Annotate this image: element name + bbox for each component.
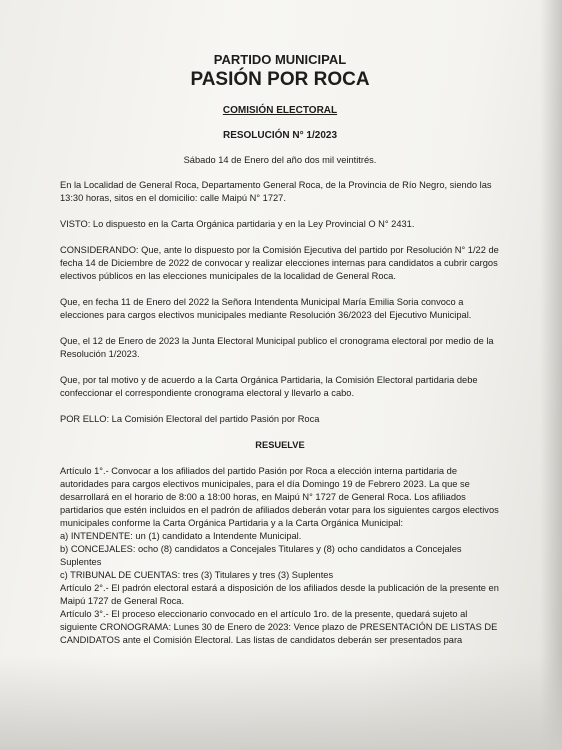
article-2: Artículo 2°.- El padrón electoral estará a disposición de los afiliados desde la publicación de la presente en Maipú 1727 de General Roca. <box>60 583 499 606</box>
article-3: Artículo 3°.- El proceso eleccionario convocado en el artículo 1ro. de la presente, quedará sujeto al siguiente CRONOGRAMA: Lunes 30 de Enero de 2023: Vence plazo de PRESENTACIÓN DE LISTAS DE CANDIDATOS ante el Comisión Electoral. Las listas de candidatos deberán ser presentados para <box>60 609 498 645</box>
article-1: Artículo 1°.- Convocar a los afiliados del partido Pasión por Roca a elección interna partidaria de autoridades para cargos electivos municipales, para el día Domingo 19 de Febrero 2023. La que se desarrollará en el horario de 8:00 a 18:00 horas, en Maipú N° 1727 de General Roca. Los afiliados partidarios que estén incluidos en el padrón de afiliados deberán votar para los siguientes cargos electivos municipales conforme la Carta Orgánica Partidaria y a la Carta Orgánica Municipal: <box>60 466 499 528</box>
party-label: PARTIDO MUNICIPAL <box>213 52 347 67</box>
paragraph-junta: Que, el 12 de Enero de 2023 la Junta Electoral Municipal publico el cronograma electoral por medio de la Resolución 1/2023. <box>60 336 494 359</box>
paragraph-considerando: CONSIDERANDO: Que, ante lo dispuesto por la Comisión Ejecutiva del partido por Resolución N° 1/22 de fecha 14 de Diciembre de 2022 de convocar y realizar elecciones internas para candidatos a cubrir cargos electivos públicos en las elecciones municipales de la localidad de General Roca. <box>60 245 499 281</box>
resolution-number: RESOLUCIÓN N° 1/2023 <box>222 130 338 141</box>
paragraph-por-ello: POR ELLO: La Comisión Electoral del partido Pasión por Roca <box>60 414 320 424</box>
document-body <box>60 52 500 647</box>
page-edge-shadow <box>540 0 562 750</box>
paragraph-location: En la Localidad de General Roca, Departamento General Roca, de la Provincia de Río Negro, siendo las 13:30 horas, sitos en el domicilio: calle Maipú N° 1727. <box>60 180 492 203</box>
paragraph-motive: Que, por tal motivo y de acuerdo a la Carta Orgánica Partidaria, la Comisión Electoral partidaria debe confeccionar el correspondiente cronograma electoral y llevarlo a cabo. <box>60 375 478 398</box>
resuelve-heading: RESUELVE <box>255 440 305 450</box>
paragraph-convocation: Que, en fecha 11 de Enero del 2022 la Señora Intendenta Municipal María Emilia Soria convoco a elecciones para cargos electivos municipales mediante Resolución 36/2023 del Ejecutivo Municipal. <box>60 297 472 320</box>
page-bottom-shadow <box>0 655 562 750</box>
commission-heading: COMISIÓN ELECTORAL <box>222 105 338 116</box>
article-1-item-a: a) INTENDENTE: un (1) candidato a Intendente Municipal. <box>60 531 302 541</box>
party-name: PASIÓN POR ROCA <box>190 69 370 90</box>
articles-section <box>60 465 500 647</box>
article-1-item-b: b) CONCEJALES: ocho (8) candidatos a Concejales Titulares y (8) ocho candidatos a Concejales Suplentes <box>60 544 462 567</box>
article-1-item-c: c) TRIBUNAL DE CUENTAS: tres (3) Titulares y tres (3) Suplentes <box>60 570 334 580</box>
paragraph-visto: VISTO: Lo dispuesto en la Carta Orgánica partidaria y en la Ley Provincial O N° 2431. <box>60 219 415 229</box>
date-line: Sábado 14 de Enero del año dos mil veintitrés. <box>183 155 377 165</box>
